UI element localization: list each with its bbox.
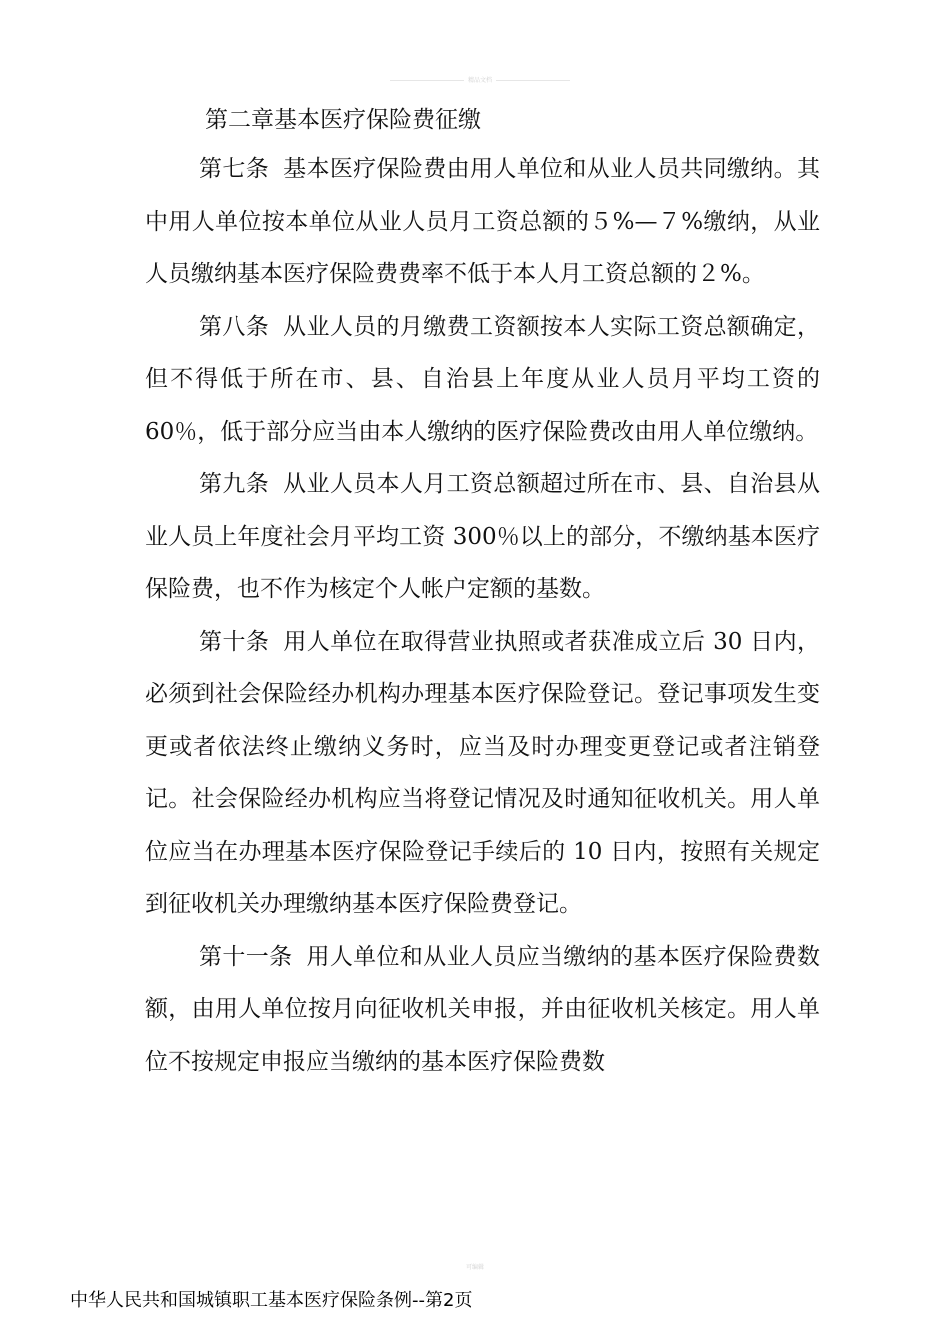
- article-text: 从业人员本人月工资总额超过所在市、县、自治县从业人员上年度社会月平均工资 300％以上的部分，不缴纳基本医疗保险费，也不作为核定个人帐户定额的基数。: [145, 471, 821, 602]
- header-watermark: 精品文档: [468, 76, 493, 84]
- article-text: 用人单位和从业人员应当缴纳的基本医疗保险费数额，由用人单位按月向征收机关申报，并由征收机关核定。用人单位不按规定申报应当缴纳的基本医疗保险费数: [145, 943, 821, 1075]
- article-text: 基本医疗保险费由用人单位和从业人员共同缴纳。其中用人单位按本单位从业人员月工资总额的５%—７%缴纳，从业人员缴纳基本医疗保险费费率不低于本人月工资总额的２%。: [145, 156, 821, 287]
- article-label: 第九条: [199, 471, 270, 497]
- article-text: 从业人员的月缴费工资额按本人实际工资总额确定，但不得低于所在市、县、自治县上年度从业人员月平均工资的60％，低于部分应当由本人缴纳的医疗保险费改由用人单位缴纳。: [145, 313, 821, 445]
- article-text: 用人单位在取得营业执照或者获准成立后 30 日内，必须到社会保险经办机构办理基本医疗保险登记。登记事项发生变更或者依法终止缴纳义务时，应当及时办理变更登记或者注销登记。社会保险经办机构应当将登记情况及时通知征收机关。用人单位应当在办理基本医疗保险登记手续后的 10 日内，按照有关规定到征收机关办理缴纳基本医疗保险费登记。: [145, 628, 821, 917]
- chapter-title: 第二章基本医疗保险费征缴: [205, 107, 481, 133]
- article-label: 第八条: [199, 313, 270, 340]
- article-label: 第十一条: [199, 943, 293, 970]
- article-10: [145, 616, 820, 931]
- article-label: 第七条: [199, 156, 270, 182]
- article-7: [145, 143, 820, 301]
- footer-watermark: 可编辑: [465, 1264, 484, 1271]
- article-11: [145, 931, 820, 1089]
- article-9: [145, 458, 820, 616]
- article-label: 第十条: [199, 628, 270, 655]
- page-footer-caption: 中华人民共和国城镇职工基本医疗保险条例--第2页: [70, 1290, 473, 1311]
- document-body: [145, 100, 820, 1088]
- header-rule: [390, 76, 570, 84]
- article-8: [145, 301, 820, 459]
